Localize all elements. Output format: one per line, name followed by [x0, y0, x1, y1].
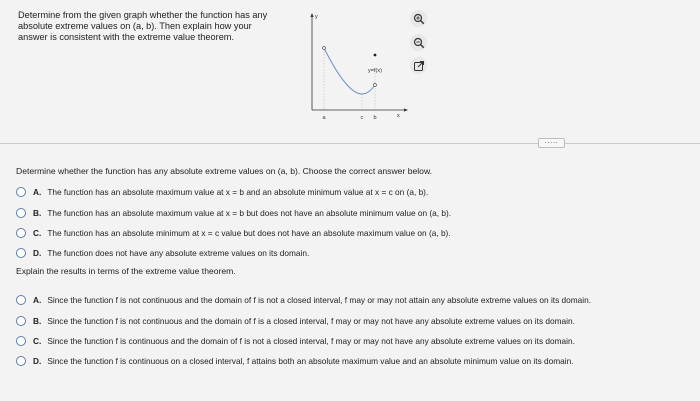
curve-label: y=f(x) [368, 68, 382, 74]
option-text: Since the function f is not continuous and the domain of f is not a closed interval, f may or may not attain any absolute extreme values on its domain. [47, 295, 592, 305]
y-axis-label: y [315, 14, 318, 20]
q2-option-a[interactable] [16, 295, 591, 305]
option-letter: A. [33, 187, 42, 197]
q2-option-d[interactable] [16, 356, 574, 366]
radio-button[interactable] [16, 248, 26, 258]
problem-prompt: Determine from the given graph whether the function has any absolute extreme values on (a, b). Then explain how your answer is consistent with the extreme value theorem. [18, 10, 268, 43]
option-text: Since the function f is continuous and the domain of f is not a closed interval, f may or may not have any absolute extreme values on its domain. [47, 336, 575, 346]
zoom-out-icon [413, 37, 425, 49]
q1-option-b[interactable] [16, 208, 451, 218]
q2-option-b[interactable] [16, 316, 575, 326]
option-text: The function has an absolute maximum value at x = b but does not have an absolute minimum value on (a, b). [47, 208, 452, 218]
expand-button[interactable] [538, 138, 565, 148]
option-text: The function has an absolute minimum at x = c value but does not have an absolute maximum value on (a, b). [47, 228, 451, 238]
radio-button[interactable] [16, 295, 26, 305]
option-text: The function does not have any absolute extreme values on its domain. [47, 248, 310, 258]
q1-option-c[interactable] [16, 228, 451, 238]
radio-button[interactable] [16, 356, 26, 366]
question-1-text: Determine whether the function has any absolute extreme values on (a, b). Choose the correct answer below. [16, 166, 433, 176]
option-letter: C. [33, 228, 42, 238]
x-axis-arrow [404, 108, 408, 111]
tick-label-a: a [322, 115, 326, 121]
open-endpoint-b [374, 84, 377, 87]
section-divider [0, 143, 700, 144]
filled-point-b [374, 54, 377, 57]
option-letter: A. [33, 295, 42, 305]
function-graph [300, 10, 412, 122]
radio-button[interactable] [16, 228, 26, 238]
q2-option-c[interactable] [16, 336, 575, 346]
option-letter: D. [33, 356, 42, 366]
open-endpoint-a [323, 47, 326, 50]
option-text: The function has an absolute maximum value at x = b and an absolute minimum value at x = c on (a, b). [47, 187, 429, 197]
radio-button[interactable] [16, 187, 26, 197]
zoom-out-button[interactable] [410, 34, 427, 51]
radio-button[interactable] [16, 208, 26, 218]
tick-label-b: b [373, 115, 377, 121]
q1-option-a[interactable] [16, 187, 428, 197]
option-text: Since the function f is continuous on a closed interval, f attains both an absolute maximum value and an absolute minimum value on its domain. [47, 356, 574, 366]
option-letter: B. [33, 208, 42, 218]
more-dots: ····· [544, 139, 559, 147]
option-letter: D. [33, 248, 42, 258]
option-text: Since the function f is not continuous and the domain of f is a closed interval, f may or may not have any absolute extreme values on its domain. [47, 316, 575, 326]
tick-label-c: c [360, 115, 364, 121]
question-2-text: Explain the results in terms of the extreme value theorem. [16, 266, 236, 276]
q1-option-d[interactable] [16, 248, 309, 258]
option-letter: B. [33, 316, 42, 326]
external-link-icon [413, 60, 425, 72]
radio-button[interactable] [16, 316, 26, 326]
open-graph-button[interactable] [410, 57, 427, 74]
option-letter: C. [33, 336, 42, 346]
radio-button[interactable] [16, 336, 26, 346]
x-axis-label: x [397, 113, 400, 119]
y-axis-arrow [310, 13, 313, 17]
zoom-in-button[interactable] [410, 10, 427, 27]
zoom-in-icon [413, 13, 425, 25]
